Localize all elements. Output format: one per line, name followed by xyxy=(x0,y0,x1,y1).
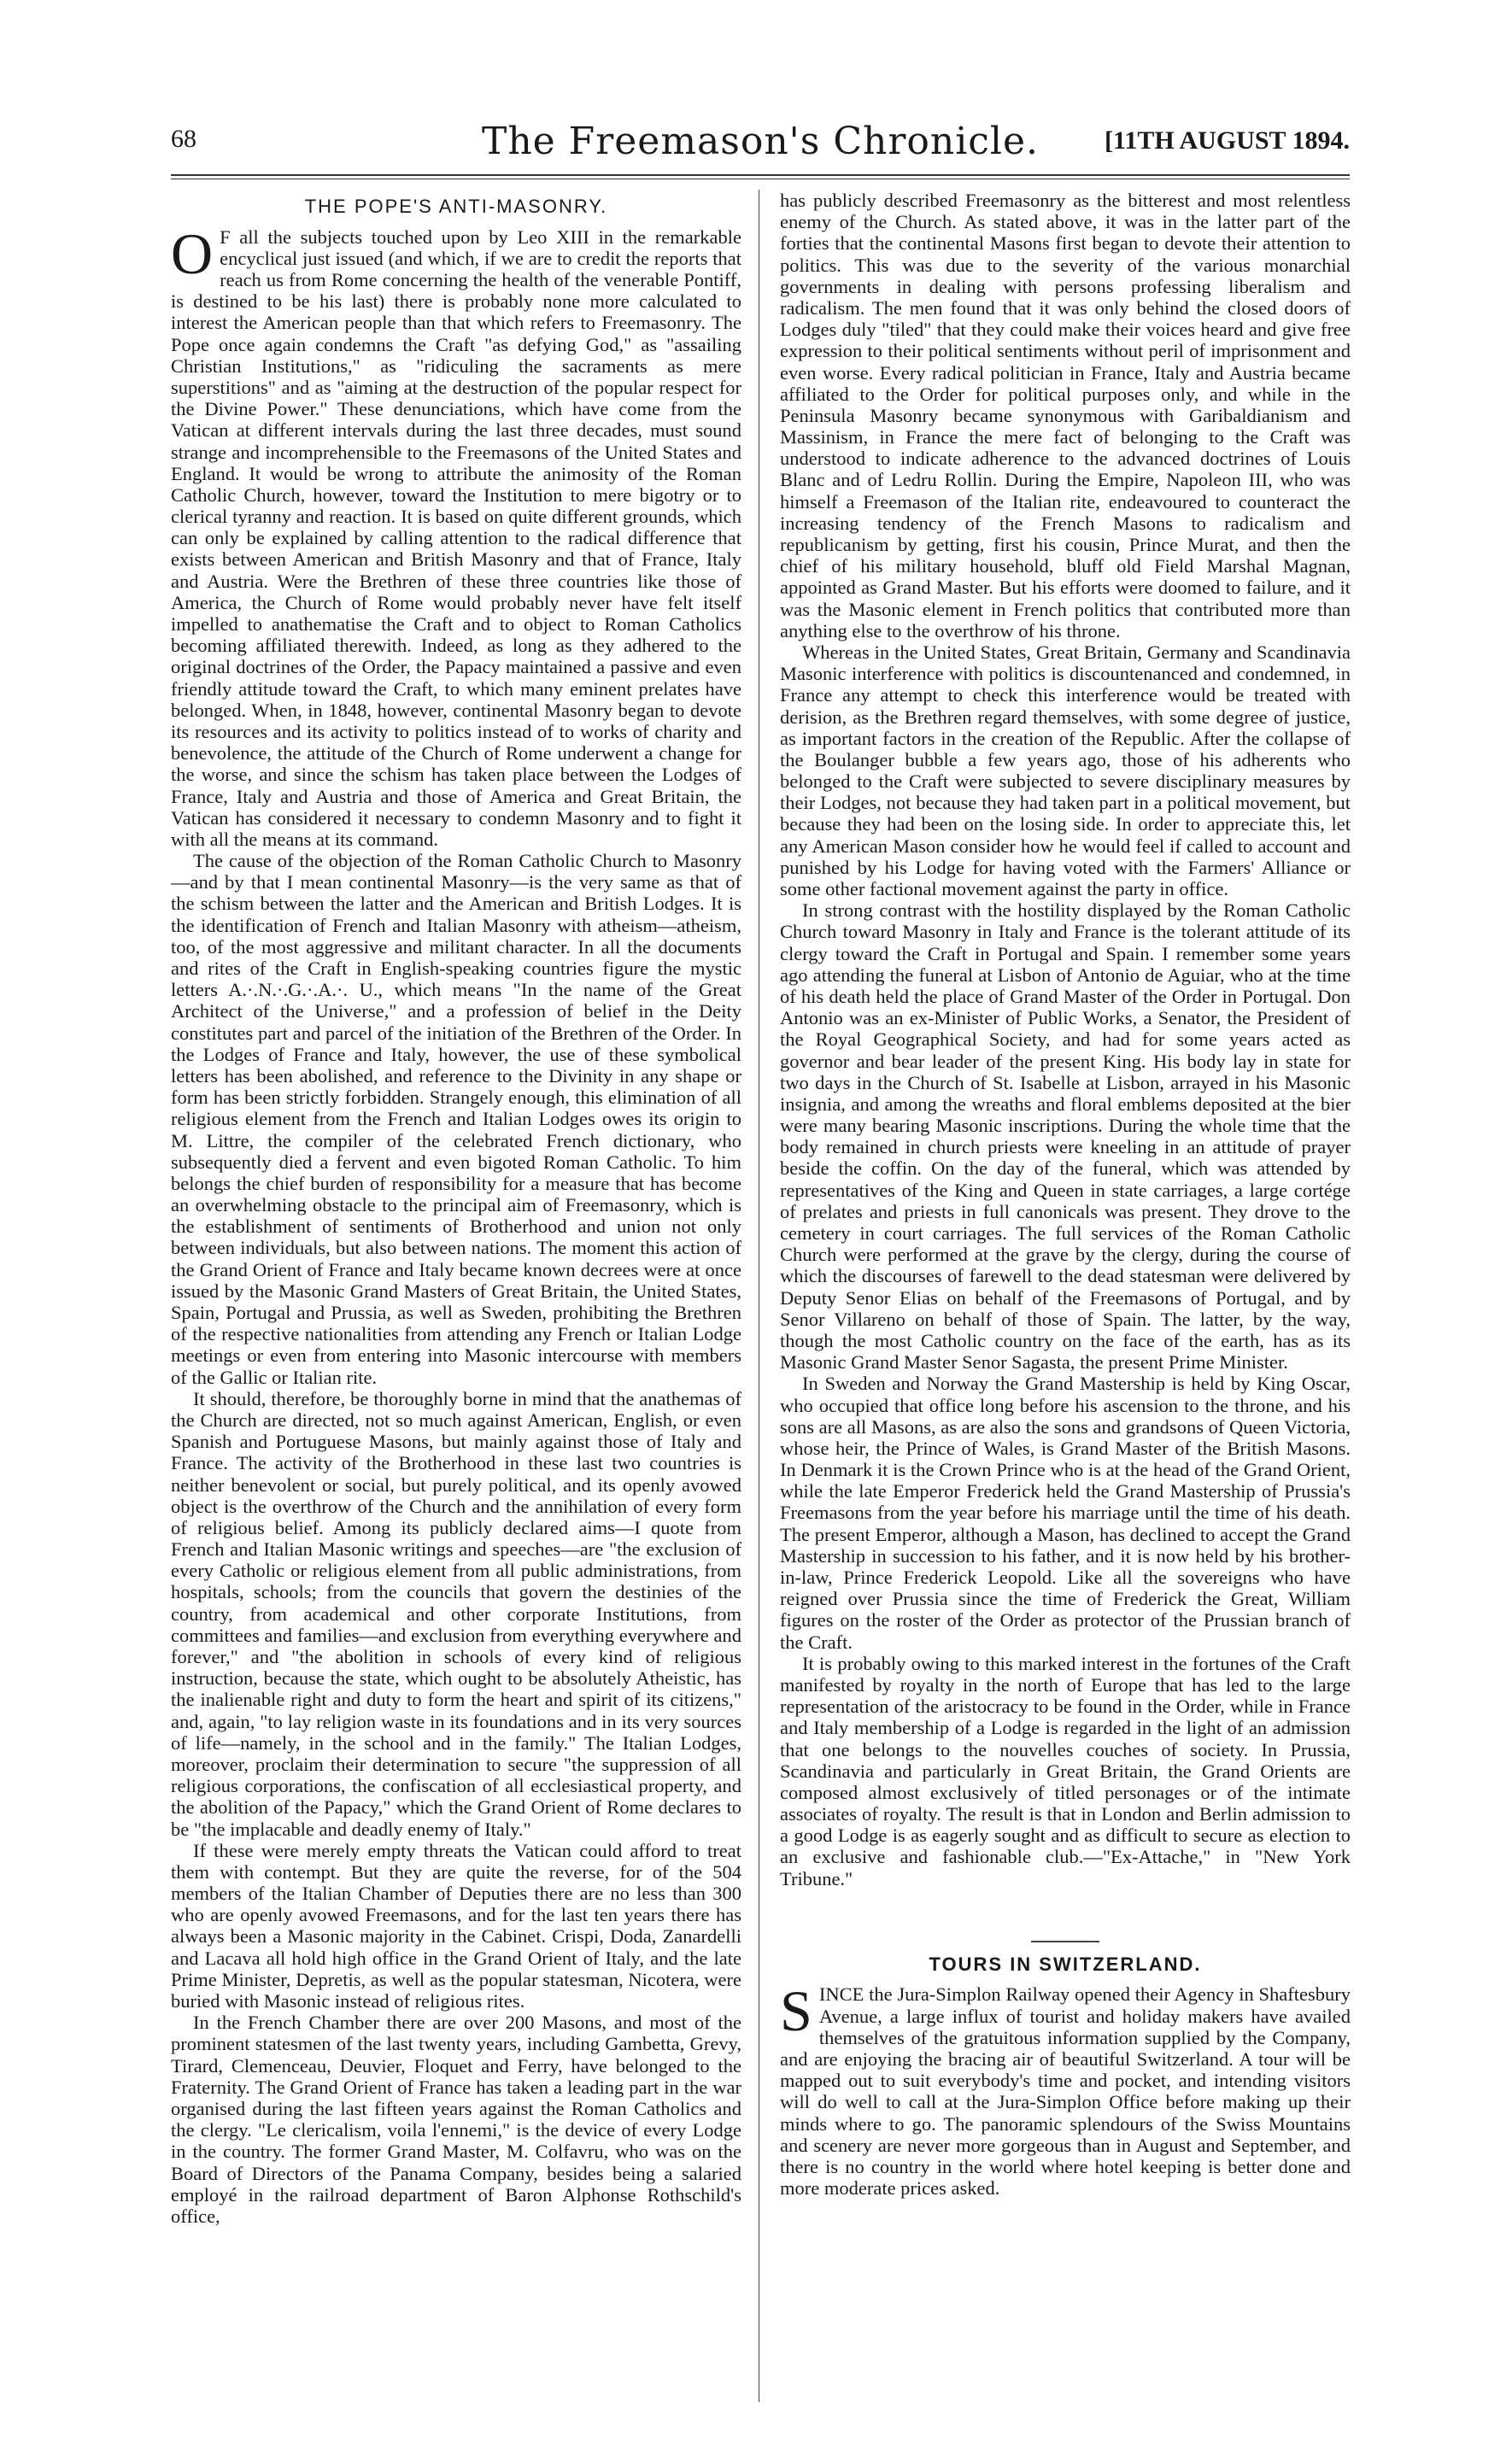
section-separator xyxy=(1031,1941,1099,1942)
article-paragraph: In the French Chamber there are over 200 Masons, and most of the prominent statesmen of the last twenty years, including Gambetta, Grevy, Tirard, Clemenceau, Deuvier, Floquet and Ferry, have belonged to the Fraternity. The Grand Orient of France has taken a leading part in the war organised during the last fifteen years against the Roman Catholics and the clergy. "Le clericalism, voila l'ennemi," is the device of every Lodge in the country. The former Grand Master, M. Colfavru, who was on the Board of Directors of the Panama Company, besides being a salaried employé in the railroad department of Baron Alphonse Rothschild's office, xyxy=(171,2012,741,2227)
right-column xyxy=(780,190,1351,2411)
drop-cap: S xyxy=(780,1978,812,2044)
page-number: 68 xyxy=(171,125,196,153)
article-title: TOURS IN SWITZERLAND. xyxy=(929,1953,1202,1975)
page-header xyxy=(171,120,1350,171)
article-paragraph: The cause of the objection of the Roman Catholic Church to Masonry—and by that I mean continental Masonry—is the very same as that of the schism between the latter and the American and British Lodges. It is the identification of French and Italian Masonry with atheism—atheism, too, of the most aggressive and militant character. In all the documents and rites of the Craft in English-speaking countries figure the mystic letters A.·.N.·.G.·.A.·. U., which means "In the name of the Great Architect of the Universe," and a profession of belief in the Deity constitutes part and parcel of the initiation of the Brethren of the Order. In the Lodges of France and Italy, however, the use of these symbolical letters has been abolished, and reference to the Divinity in any shape or form has been strictly forbidden. Strangely enough, this elimination of all religious element from the French and Italian Lodges owes its origin to M. Littre, the compiler of the celebrated French dictionary, who subsequently died a fervent and even bigoted Roman Catholic. To him belongs the chief burden of responsibility for a measure that has become an overwhelming obstacle to the principal aim of Freemasonry, which is the establishment of sentiments of Brotherhood and union not only between individuals, but also between nations. The moment this action of the Grand Orient of France and Italy became known decrees were at once issued by the Masonic Grand Masters of Great Britain, the United States, Spain, Portugal and Prussia, as well as Sweden, prohibiting the Brethren of the respective nationalities from attending any French or Italian Lodge meetings or even from entering into Masonic intercourse with members of the Gallic or Italian rite. xyxy=(171,850,741,1388)
issue-date: [11TH AUGUST 1894. xyxy=(1104,126,1350,155)
masthead-title: The Freemason's Chronicle. xyxy=(481,120,1040,163)
article-paragraph: Whereas in the United States, Great Britain, Germany and Scandinavia Masonic interference with politics is discountenanced and condemned, in France any attempt to check this interference would be treated with derision, as the Brethren regard themselves, with some degree of justice, as important factors in the creation of the Republic. After the collapse of the Boulanger bubble a few years ago, those of his adherents who belonged to the Craft were subjected to severe disciplinary measures by their Lodges, not because they had taken part in a political movement, but because they had been on the losing side. In order to appreciate this, let any American Mason consider how he would feel if called to account and punished by his Lodge for having voted with the Farmers' Alliance or some other factional movement against the party in office. xyxy=(780,641,1351,899)
article-paragraph: has publicly described Freemasonry as the bitterest and most relentless enemy of the Church. As stated above, it was in the latter part of the forties that the continental Masons first began to devote their attention to politics. This was due to the severity of the various monarchial governments in dealing with persons professing liberalism and radicalism. The men found that it was only behind the closed doors of Lodges duly "tiled" that they could make their voices heard and give free expression to their political sentiments without peril of imprisonment and even worse. Every radical politician in France, Italy and Austria became affiliated to the Order for political purposes only, and while in the Peninsula Masonry became synonymous with Garibaldianism and Massinism, in France the mere fact of belonging to the Craft was understood to indicate adherence to the advanced doctrines of Louis Blanc and of Ledru Rollin. During the Empire, Napoleon III, who was himself a Freemason of the Italian rite, endeavoured to counteract the increasing tendency of the French Masons to radicalism and republicanism by getting, first his cousin, Prince Murat, and then the chief of his military household, bluff old Field Marshal Magnan, appointed as Grand Master. But his efforts were doomed to failure, and it was the Masonic element in French politics that contributed more than anything else to the overthrow of his throne. xyxy=(780,190,1351,641)
article-paragraph: In strong contrast with the hostility displayed by the Roman Catholic Church toward Masonry in Italy and France is the tolerant attitude of its clergy toward the Craft in Portugal and Spain. I remember some years ago attending the funeral at Lisbon of Antonio de Aguiar, who at the time of his death held the place of Grand Master of the Order in Portugal. Don Antonio was an ex-Minister of Public Works, a Senator, the President of the Royal Geographical Society, and had for some years acted as governor and bear leader of the present King. His body lay in state for two days in the Church of St. Isabelle at Lisbon, arrayed in his Masonic insignia, and among the wreaths and floral emblems deposited at the bier were many bearing Masonic inscriptions. During the whole time that the body remained in church priests were kneeling in an attitude of prayer beside the coffin. On the day of the funeral, which was attended by representatives of the King and Queen in state carriages, a large cortége of prelates and priests in full canonicals was present. They drove to the cemetery in court carriages. The full services of the Roman Catholic Church were performed at the grave by the clergy, during the course of which the discourses of farewell to the dead statesman were delivered by Deputy Senor Elias on behalf of the Freemasons of Portugal, and by Senor Villareno on behalf of those of Spain. The latter, by the way, though the most Catholic country on the face of the earth, has as its Masonic Grand Master Senor Sagasta, the present Prime Minister. xyxy=(780,899,1351,1374)
article-paragraph: It should, therefore, be thoroughly borne in mind that the anathemas of the Church are directed, not so much against American, English, or even Spanish and Portuguese Masons, but mainly against those of Italy and France. The activity of the Brotherhood in these last two countries is neither benevolent or social, but purely political, and its openly avowed object is the overthrow of the Church and the annihilation of every form of religious belief. Among its publicly declared aims—I quote from French and Italian Masonic writings and speeches—are "the exclusion of every Catholic or religious element from all public administrations, from hospitals, schools; from the councils that govern the destinies of the country, from academical and other corporate Institutions, from committees and families—and exclusion from everything everywhere and forever," and "the abolition in schools of every kind of religious instruction, because the state, which ought to be absolutely Atheistic, has the inalienable right and duty to form the heart and spirit of its citizens," and, again, "to lay religion waste in its foundations and in its very sources of life—namely, in the school and in the family." The Italian Lodges, moreover, proclaim their determination to secure "the suppression of all religious corporations, the confiscation of all ecclesiastical property, and the abolition of the Papacy," which the Grand Orient of Rome declares to be "the implacable and deadly enemy of Italy." xyxy=(171,1387,741,1840)
article-title: THE POPE'S ANTI-MASONRY. xyxy=(304,196,608,217)
header-rule xyxy=(171,174,1350,176)
article-paragraph: O F all the subjects touched upon by Leo XIII in the remarkable encyclical just issued (and which, if we are to credit the reports that reach us from Rome concerning the health of the venerable Pontiff, is destined to be his last) there is probably none more calculated to interest the American people than that which refers to Freemasonry. The Pope once again condemns the Craft "as defying God," as "assailing Christian Institutions," as "ridiculing the sacraments as mere superstitions" and as "aiming at the destruction of the popular respect for the Divine Power." These denunciations, which have come from the Vatican at different intervals during the last three decades, must sound strange and incomprehensible to the Freemasons of the United States and England. It would be wrong to attribute the animosity of the Roman Catholic Church, however, toward the Institution to mere bigotry or to clerical tyranny and reaction. It is based on quite different grounds, which can only be explained by calling attention to the radical difference that exists between American and British Masonry and that of France, Italy and Austria. Were the Brethren of these three countries like those of America, the Church of Rome would probably never have felt itself impelled to anathematise the Craft and to object to Roman Catholics becoming affiliated therewith. Indeed, as long as they adhered to the original doctrines of the Order, the Papacy maintained a passive and even friendly attitude toward the Craft, to which many eminent prelates have belonged. When, in 1848, however, continental Masonry began to devote its resources and its activity to politics instead of to works of charity and benevolence, the attitude of the Church of Rome underwent a change for the worse, and since the schism has taken place between the Lodges of France, Italy and Austria and those of America and Great Britain, the Vatican has considered it necessary to condemn Masonry and to fight it with all the means at its command. xyxy=(171,220,741,850)
left-column xyxy=(171,190,741,2411)
article-paragraph: In Sweden and Norway the Grand Mastership is held by King Oscar, who occupied that office long before his ascension to the throne, and his sons are all Masons, as are also the sons and grandsons of Queen Victoria, whose heir, the Prince of Wales, is Grand Master of the British Masons. In Denmark it is the Crown Prince who is at the head of the Grand Orient, while the late Emperor Frederick held the Grand Mastership of Prussia's Freemasons from the year before his marriage until the time of his death. The present Emperor, although a Mason, has declined to accept the Grand Mastership in succession to his father, and it is now held by his brother-in-law, Prince Frederick Leopold. Like all the sovereigns who have reigned over Prussia since the time of Frederick the Great, William figures on the roster of the Order as protector of the Prussian branch of the Craft. xyxy=(780,1373,1351,1653)
article-paragraph: If these were merely empty threats the Vatican could afford to treat them with contempt. But they are quite the reverse, for of the 504 members of the Italian Chamber of Deputies there are no less than 300 who are openly avowed Freemasons, and for the last ten years there has always been a Masonic majority in the Cabinet. Crispi, Doda, Zanardelli and Lacava all hold high office in the Grand Orient of Italy, and the late Prime Minister, Depretis, as well as the popular statesman, Nicotera, were buried with Masonic instead of religious rites. xyxy=(171,1839,741,2012)
article-paragraph: It is probably owing to this marked interest in the fortunes of the Craft manifested by royalty in the north of Europe that has led to the large representation of the aristocracy to be found in the Order, while in France and Italy membership of a Lodge is regarded in the light of an admission that one belongs to the nouvelles couches of society. In Prussia, Scandinavia and particularly in Great Britain, the Grand Orients are composed almost exclusively of titled personages or of the intimate associates of royalty. The result is that in London and Berlin admission to a good Lodge is as eagerly sought and as difficult to secure as election to an exclusive and fashionable club.—"Ex-Attache," in "New York Tribune." xyxy=(780,1652,1351,1889)
drop-cap: O xyxy=(171,220,214,286)
article-paragraph: SINCE the Jura-Simplon Railway opened their Agency in Shaftesbury Avenue, a large influx of tourist and holiday makers have availed themselves of the gratuitous information supplied by the Company, and are enjoying the bracing air of beautiful Switzerland. A tour will be mapped out to suit everybody's time and pocket, and intending visitors will do well to call at the Jura-Simplon Office before making up their minds where to go. The panoramic splendours of the Swiss Mountains and scenery are never more gorgeous than in August and September, and there is no country in the world where hotel keeping is better done and more moderate prices asked. xyxy=(780,1978,1351,2200)
